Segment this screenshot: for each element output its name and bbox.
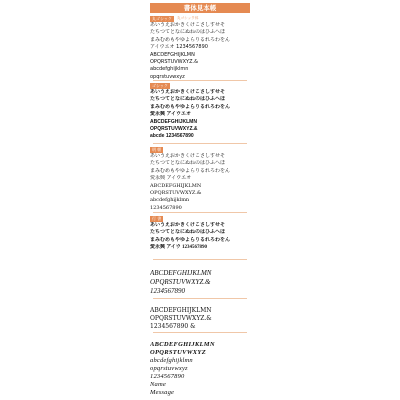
sample-line: ABCDEFGHIJKLMN <box>150 307 212 314</box>
section-tag-row <box>150 82 250 89</box>
section-tag-row <box>150 334 250 341</box>
sample-line: あいうえおかきくけこさしすせそ <box>150 89 226 95</box>
font-sample-sheet <box>150 0 250 400</box>
sample-line: たちつてとなにぬねのはひふへほ <box>150 96 225 103</box>
section-divider <box>153 143 247 144</box>
section-divider <box>153 298 247 299</box>
sample-line: 1234567890 <box>150 204 182 211</box>
sample-line: 愛永興 アイウ 1234567890 <box>150 245 208 251</box>
sample-line: まみむめもやゆよらりるれろわをん <box>150 103 231 110</box>
sample-line: opqrstuvwxyz <box>150 365 188 372</box>
sample-line: まみむめもやゆよらりるれろわをん <box>150 237 231 243</box>
font-section-gyousho <box>150 215 250 252</box>
sample-line: ABCDEFGHIJKLMN <box>150 341 215 348</box>
sample-line: 1234567890 <box>150 287 185 295</box>
sample-line: Message <box>150 389 175 396</box>
section-tag-row <box>150 300 250 307</box>
sample-line: OPQRSTUVWXYZ.& <box>150 278 211 286</box>
section-divider <box>153 259 247 260</box>
font-section-gothic <box>150 82 250 141</box>
sample-line: たちつてとなにぬねのはひふへほ <box>150 230 225 236</box>
sample-line: abcde 1234567890 <box>150 133 194 140</box>
sample-line: OPQRSTUVWXYZ <box>150 349 206 356</box>
section-tag: 明 朝 <box>152 146 162 152</box>
sample-line: ABCDEFGHIJKLMN <box>150 182 202 189</box>
sample-line: ABCDEFGHIJKLMN <box>150 118 197 125</box>
section-divider <box>153 212 247 213</box>
sample-line: 愛永興 アイウエオ <box>150 175 192 182</box>
sample-line: まみむめもやゆよらりるれろわをん <box>150 167 231 174</box>
section-tag: 行 書 <box>152 215 162 221</box>
section-tag-row <box>150 15 250 22</box>
section-divider <box>153 80 247 81</box>
sample-line: abcdefghijklmn <box>150 66 189 73</box>
section-divider <box>153 332 247 333</box>
section-tag-row <box>150 262 250 269</box>
sample-line: たちつてとなにぬねのはひふへほ <box>150 160 225 167</box>
sample-line: あいうえおかきくけこさしすせそ <box>150 223 226 228</box>
sample-line: ABCDEFGHIJKLMN <box>150 51 195 58</box>
sheet-title: 書体見本帳 <box>150 3 250 13</box>
sample-line: アイウエオ 1234567890 <box>150 44 208 51</box>
section-note: 丸ゴシック体 <box>176 16 199 20</box>
sample-line: OPQRSTUVWXYZ.& <box>150 59 199 66</box>
font-section-script <box>150 334 250 397</box>
sample-line: 1234567890 <box>150 373 185 380</box>
section-tag-row <box>150 215 250 222</box>
sample-line: ABCDEFGHIJKLMN <box>150 269 212 277</box>
sample-line: Name <box>150 381 166 388</box>
sample-line: OPQRSTUVWXYZ.& <box>150 126 198 133</box>
font-section-mincho <box>150 146 250 212</box>
sample-line: まみむめもやゆよらりるれろわをん <box>150 36 231 43</box>
font-section-maru-gothic <box>150 15 250 81</box>
font-section-roman <box>150 300 250 331</box>
section-tag: ゴシック <box>152 82 168 88</box>
sample-line: あいうえおかきくけこさしすせそ <box>150 22 226 28</box>
sample-line: OPQRSTUVWXYZ.& <box>150 315 212 322</box>
section-tag-row <box>150 146 250 153</box>
sample-line: abcdefghijklmn <box>150 357 193 364</box>
section-tag: 丸ゴシック <box>152 15 172 21</box>
sample-line: あいうえおかきくけこさしすせそ <box>150 153 226 159</box>
sample-line: 愛永興 アイウエオ <box>150 111 191 118</box>
sample-line: たちつてとなにぬねのはひふへほ <box>150 29 225 36</box>
sample-line: opqrstuvwxyz <box>150 73 185 80</box>
font-section-italic <box>150 262 250 296</box>
sample-line: OPQRSTUVWXYZ.& <box>150 190 202 197</box>
sample-line: 1234567890 & <box>150 323 196 330</box>
sample-line: abcdefghijklmn <box>150 197 190 204</box>
